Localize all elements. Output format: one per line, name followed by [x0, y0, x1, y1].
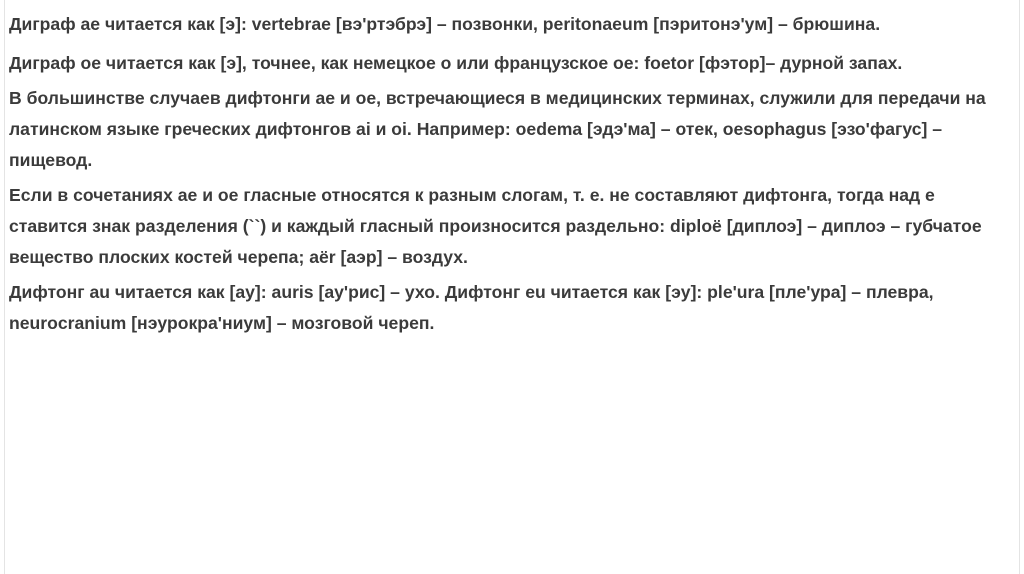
paragraph-diphthongs-origin: В большинстве случаев дифтонги ae и oe, встречающиеся в медицинских терминах, служили для передачи на латинском языке греческих дифтонгов ai и oi. Например: oedema [эдэ'ма] – отек, oesophagus [эзо'фагус] – пищевод.	[9, 88, 986, 170]
slide-text-body	[9, 9, 1013, 343]
paragraph-diphthongs-au-eu: Дифтонг au читается как [ay]: auris [ay'рис] – ухо. Дифтонг eu читается как [эу]: ple'ura [пле'ура] – плевра, neurocranium [нэурокра'ниум] – мозговой череп.	[9, 282, 934, 333]
paragraph-separation-sign: Если в сочетаниях ae и oe гласные относятся к разным слогам, т. е. не составляют дифтонга, тогда над e ставится знак разделения (``) и каждый гласный произносится раздельно: diploë [диплоэ] – диплоэ – губчатое вещество плоских костей черепа; aër [аэр] – воздух.	[9, 185, 982, 267]
slide-left-edge	[4, 0, 5, 574]
slide-right-edge	[1019, 0, 1020, 574]
paragraph-digraph-oe: Диграф oe читается как [э], точнее, как немецкое о или французское ое: foetor [фэтор]– дурной запах.	[9, 53, 903, 73]
paragraph-digraph-ae: Диграф ae читается как [э]: vertebrae [вэ'ртэбрэ] – позвонки, peritonaeum [пэритонэ'ум] – брюшина.	[9, 14, 881, 34]
